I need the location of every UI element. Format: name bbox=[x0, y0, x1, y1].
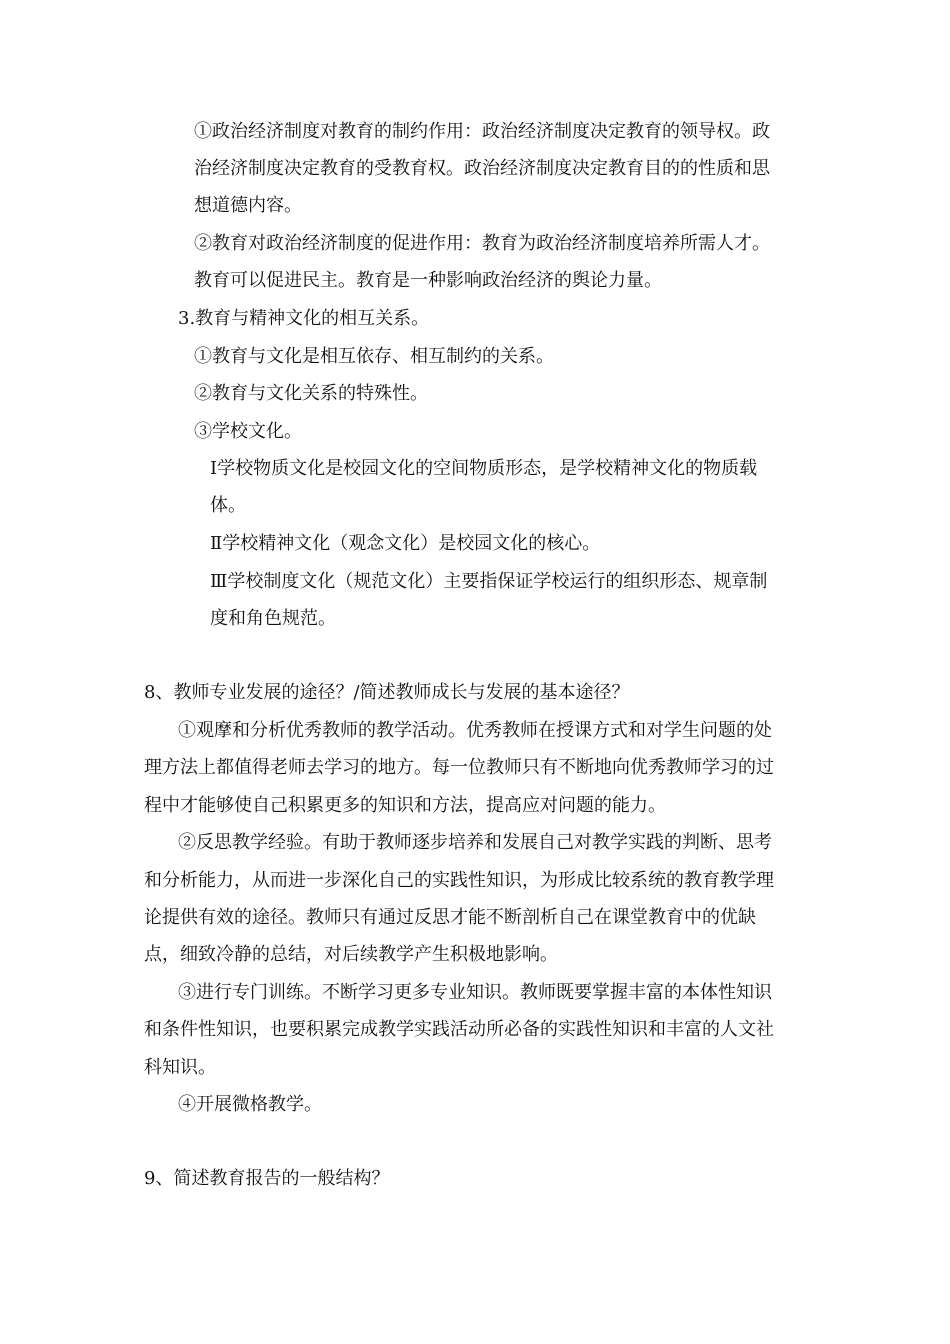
list-item: ①教育与文化是相互依存、相互制约的关系。 bbox=[194, 346, 554, 367]
para-line: ①观摩和分析优秀教师的教学活动。优秀教师在授课方式和对学生问题的处 bbox=[178, 720, 772, 741]
para-line: 教育可以促进民主。教育是一种影响政治经济的舆论力量。 bbox=[194, 270, 662, 291]
para-line: 治经济制度决定教育的受教育权。政治经济制度决定教育目的的性质和思 bbox=[194, 158, 770, 179]
para-line: 点，细致冷静的总结，对后续教学产生积极地影响。 bbox=[144, 944, 558, 965]
para-line: ③进行专门训练。不断学习更多专业知识。教师既要掌握丰富的本体性知识 bbox=[178, 982, 772, 1003]
para-line: 程中才能够使自己积累更多的知识和方法，提高应对问题的能力。 bbox=[144, 795, 666, 816]
sub-item: Ⅰ学校物质文化是校园文化的空间物质形态，是学校精神文化的物质载 bbox=[210, 458, 758, 479]
para-line: 和分析能力，从而进一步深化自己的实践性知识，为形成比较系统的教育教学理 bbox=[144, 870, 774, 891]
para-line: ②教育对政治经济制度的促进作用：教育为政治经济制度培养所需人才。 bbox=[194, 233, 770, 254]
para-line: ②反思教学经验。有助于教师逐步培养和发展自己对教学实践的判断、思考 bbox=[178, 832, 772, 853]
sub-item: Ⅲ学校制度文化（规范文化）主要指保证学校运行的组织形态、规章制 bbox=[210, 571, 768, 592]
para-line: 和条件性知识，也要积累完成教学实践活动所必备的实践性知识和丰富的人文社 bbox=[144, 1019, 774, 1040]
para-line: 科知识。 bbox=[144, 1057, 216, 1078]
question-title: 8、教师专业发展的途径？/简述教师成长与发展的基本途径？ bbox=[144, 682, 630, 703]
para-line: ①政治经济制度对教育的制约作用：政治经济制度决定教育的领导权。政 bbox=[194, 121, 770, 142]
sub-item: 体。 bbox=[210, 495, 246, 516]
list-item: ③学校文化。 bbox=[194, 421, 302, 442]
para-line: 论提供有效的途径。教师只有通过反思才能不断剖析自己在课堂教育中的优缺 bbox=[144, 907, 756, 928]
para-line: 想道德内容。 bbox=[194, 195, 302, 216]
para-line: 理方法上都值得老师去学习的地方。每一位教师只有不断地向优秀教师学习的过 bbox=[144, 757, 774, 778]
sub-item: Ⅱ学校精神文化（观念文化）是校园文化的核心。 bbox=[210, 533, 601, 554]
list-item: ④开展微格教学。 bbox=[178, 1094, 322, 1115]
sub-item: 度和角色规范。 bbox=[210, 608, 336, 629]
question-title: 9、简述教育报告的一般结构？ bbox=[144, 1168, 390, 1189]
subheading: 3.教育与精神文化的相互关系。 bbox=[178, 308, 430, 329]
list-item: ②教育与文化关系的特殊性。 bbox=[194, 383, 428, 404]
